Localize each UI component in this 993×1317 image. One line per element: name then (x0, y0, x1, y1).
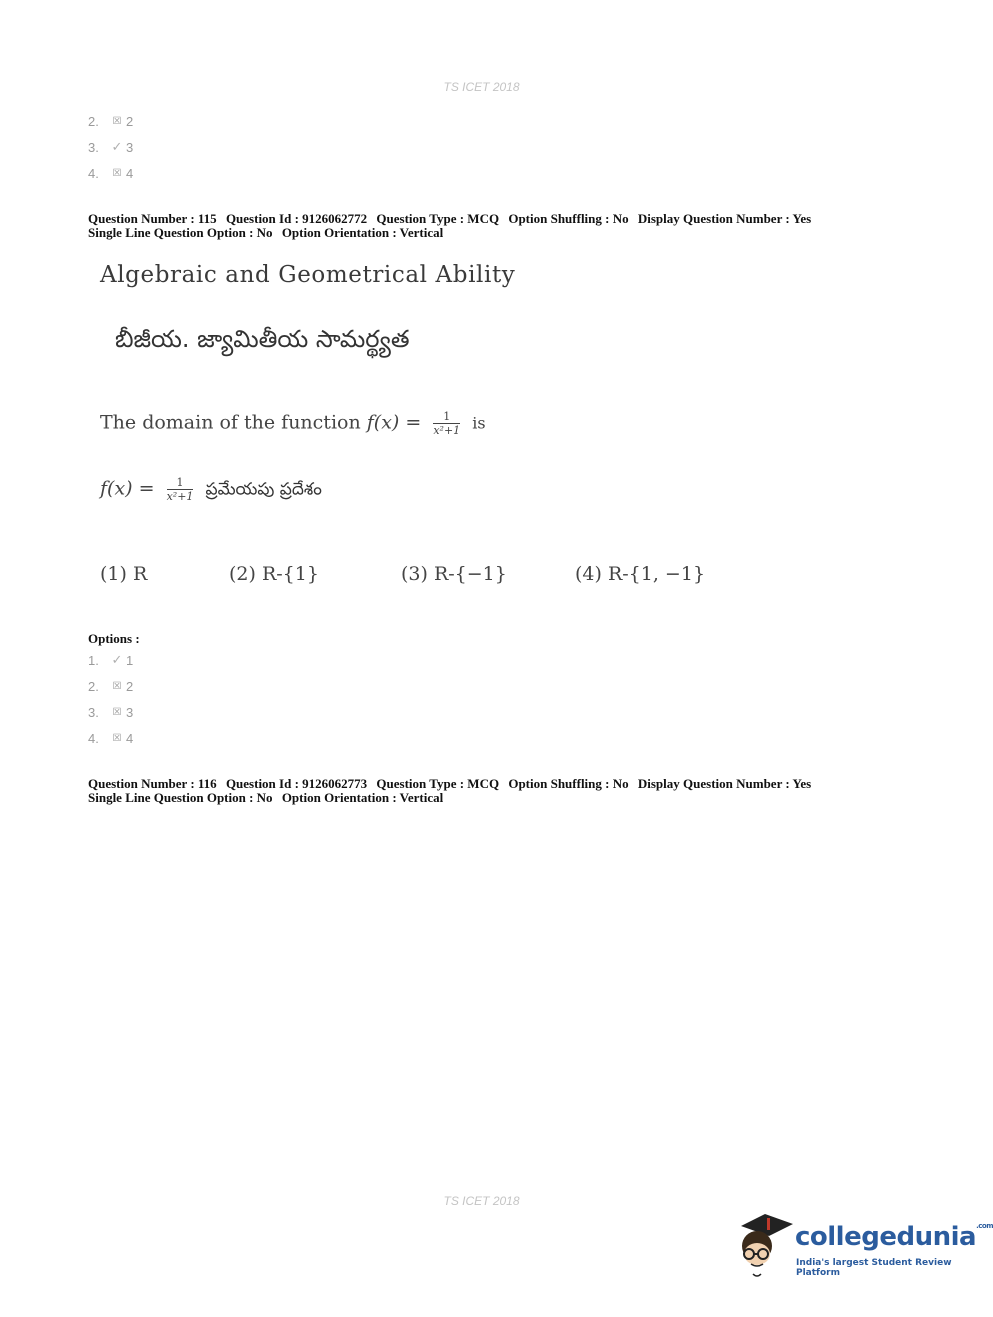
logo-tagline: India's largest Student Review Platform (796, 1258, 952, 1278)
check-icon: ✓ (111, 139, 123, 154)
options-label: Options : (88, 631, 140, 646)
fraction: $\frac{1}{\text{x²+1}}$ (166, 476, 194, 503)
check-icon: ✓ (111, 652, 123, 667)
option-4: 4. ☒ 4 (88, 730, 134, 746)
header-watermark: TS ICET 2018 (443, 80, 520, 94)
choice-2: (2) R-{1} (229, 563, 319, 585)
option-1: 1. ✓ 1 (88, 652, 134, 668)
question-text-english: The domain of the function f(x) = $\frac{1}{\text{x²+1}}$ is (100, 410, 486, 437)
prev-option-4: 4. ☒ 4 (88, 165, 134, 181)
choice-1: (1) R (100, 563, 148, 585)
fraction: $\frac{1}{\text{x²+1}}$ (433, 410, 461, 437)
option-2: 2. ☒ 2 (88, 678, 134, 694)
question-text-telugu: f(x) = $\frac{1}{\text{x²+1}}$ ప్రమేయపు ప్రదేశం (100, 476, 322, 503)
section-title-english: Algebraic and Geometrical Ability (100, 262, 516, 288)
footer-watermark: TS ICET 2018 (443, 1194, 520, 1208)
prev-option-3: 3. ✓ 3 (88, 139, 134, 155)
cross-icon: ☒ (112, 732, 122, 744)
choice-4: (4) R-{1, −1} (575, 563, 706, 585)
cross-icon: ☒ (112, 680, 122, 692)
question-meta-115: Question Number : 115 Question Id : 9126062772 Question Type : MCQ Option Shuffling : No Display Question Number : Yes Single Line Question Option : No Option Orientation : Vertical (88, 211, 812, 240)
logo-wordmark: collegedunia$^{.com}$ (795, 1222, 993, 1252)
cross-icon: ☒ (112, 115, 122, 127)
section-title-telugu: బీజీయ. జ్యామితీయ సామర్థ్యత (115, 325, 410, 353)
mascot-icon (735, 1210, 795, 1280)
cross-icon: ☒ (112, 706, 122, 718)
question-meta-116: Question Number : 116 Question Id : 9126062773 Question Type : MCQ Option Shuffling : No Display Question Number : Yes Single Line Question Option : No Option Orientation : Vertical (88, 776, 812, 805)
choice-3: (3) R-{−1} (401, 563, 507, 585)
option-3: 3. ☒ 3 (88, 704, 134, 720)
cross-icon: ☒ (112, 167, 122, 179)
prev-option-2: 2. ☒ 2 (88, 113, 134, 129)
